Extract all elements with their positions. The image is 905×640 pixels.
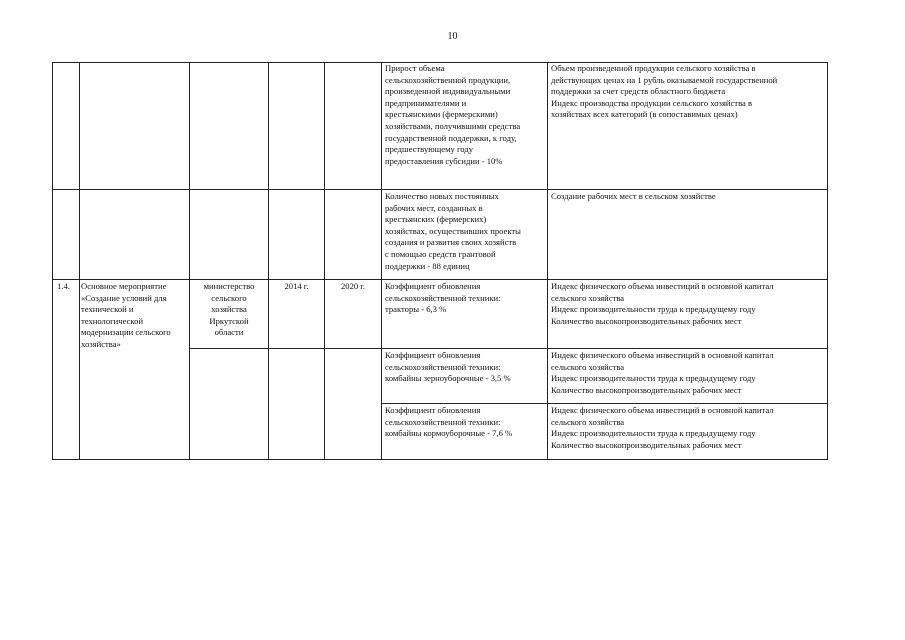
row3-executor: министерство сельского хозяйства Иркутской области — [203, 281, 255, 338]
row1-result: Объем произведенной продукции сельского хозяйства в действующих ценах на 1 рубль оказываемой государственной поддержки за счет средств областного бюджета Индекс производства продукции сельского хозяйства в хозяйствах всех категорий (в сопоставимых ценах) — [551, 63, 778, 120]
page-number: 10 — [447, 31, 458, 42]
row3-start-year: 2014 г. — [284, 281, 309, 291]
row2-result: Создание рабочих мест в сельском хозяйстве — [551, 191, 716, 201]
row3-result: Индекс физического объема инвестиций в основной капитал сельского хозяйства Индекс производительности труда к предыдущему году Количество высокопроизводительных рабочих мест — [551, 281, 774, 326]
row5-result: Индекс физического объема инвестиций в основной капитал сельского хозяйства Индекс производительности труда к предыдущему году Количество высокопроизводительных рабочих мест — [551, 405, 774, 450]
row4-indicator: Коэффициент обновления сельскохозяйственной техники: комбайны зерноуборочные - 3,5 % — [385, 350, 511, 384]
row3-event: Основное мероприятие «Создание условий для технической и технологической модернизации сельского хозяйства» — [81, 281, 171, 349]
row5-indicator: Коэффициент обновления сельскохозяйственной техники: комбайны кормоуборочные - 7,6 % — [385, 405, 513, 439]
row1-indicator: Прирост объема сельскохозяйственной продукции, произведенной индивидуальными предпринимателями и крестьянскими (фермерскими) хозяйствами, получившими средства государственной поддержки, к году, предшествующему году предоставления субсидии - 10% — [385, 63, 521, 166]
row3-end-year: 2020 г. — [340, 281, 366, 291]
row4-result: Индекс физического объема инвестиций в основной капитал сельского хозяйства Индекс производительности труда к предыдущему году Количество высокопроизводительных рабочих мест — [551, 350, 774, 395]
row3-indicator: Коэффициент обновления сельскохозяйственной техники: тракторы - 6,3 % — [385, 281, 501, 315]
row2-indicator: Количество новых постоянных рабочих мест, созданных в крестьянских (фермерских) хозяйствах, осуществивших проекты создания и развития своих хозяйств с помощью средств грантовой поддержки - 88 единиц — [385, 191, 521, 271]
row3-number: 1.4. — [57, 281, 70, 291]
